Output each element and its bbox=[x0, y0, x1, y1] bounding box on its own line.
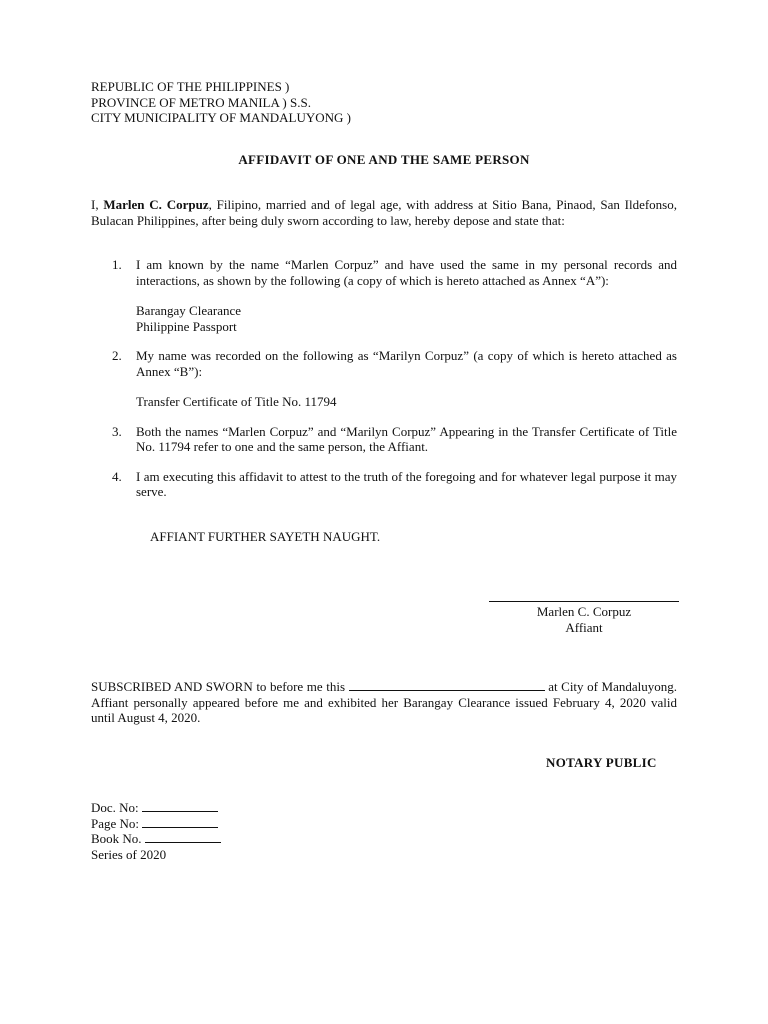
item-number: 1. bbox=[112, 257, 122, 272]
book-no-row bbox=[91, 831, 221, 847]
book-no-blank bbox=[145, 831, 221, 843]
item-text: My name was recorded on the following as “Marilyn Corpuz” (a copy of which is hereto attached as Annex “B”): bbox=[136, 348, 677, 379]
page-no-row bbox=[91, 816, 221, 832]
item-number: 2. bbox=[112, 348, 122, 363]
sub-item: Transfer Certificate of Title No. 11794 bbox=[136, 394, 337, 409]
item-text: I am executing this affidavit to attest to the truth of the foregoing and for whatever legal purpose it may serve. bbox=[136, 468, 677, 499]
doc-no-label: Doc. No: bbox=[91, 800, 142, 815]
item-number: 4. bbox=[112, 468, 122, 484]
item-sublist bbox=[136, 303, 677, 334]
signature-block bbox=[489, 604, 679, 635]
intro-prefix: I, bbox=[91, 197, 104, 212]
statement-list bbox=[91, 257, 677, 514]
list-item bbox=[91, 424, 677, 455]
item-text: Both the names “Marlen Corpuz” and “Marilyn Corpuz” Appearing in the Transfer Certificate of Title No. 11794 refer to one and the same person, the Affiant. bbox=[136, 423, 677, 454]
intro-text: , Filipino, married and of legal age, with address at Sitio Bana, Pinaod, San Ildefonso, Bulacan Philippines, after being duly sworn according to law, hereby depose and state that: bbox=[91, 197, 677, 228]
signature-line bbox=[489, 601, 679, 602]
venue-caption bbox=[91, 79, 351, 126]
further-statement: AFFIANT FURTHER SAYETH NAUGHT. bbox=[150, 529, 381, 544]
caption-province: PROVINCE OF METRO MANILA ) S.S. bbox=[91, 94, 311, 110]
date-blank-line bbox=[349, 679, 545, 691]
doc-no-row bbox=[91, 800, 221, 816]
book-no-label: Book No. bbox=[91, 831, 145, 846]
document-title: AFFIDAVIT OF ONE AND THE SAME PERSON bbox=[238, 152, 530, 167]
sub-item: Barangay Clearance bbox=[136, 303, 242, 318]
item-text: I am known by the name “Marlen Corpuz” and have used the same in my personal records and interactions, as shown by the following (a copy of which is hereto attached as Annex “A”): bbox=[136, 257, 677, 288]
doc-no-blank bbox=[142, 800, 218, 812]
item-sublist bbox=[136, 394, 677, 410]
notarial-register bbox=[91, 800, 221, 862]
signature-name: Marlen C. Corpuz bbox=[536, 604, 632, 619]
page-no-label: Page No: bbox=[91, 815, 143, 831]
item-number: 3. bbox=[112, 423, 122, 439]
list-item bbox=[91, 257, 677, 334]
jurat-after: at City of Mandaluyong. Affiant personally appeared before me and exhibited her Barangay Clearance issued February 4, 2020 valid until August 4, 2020. bbox=[91, 679, 677, 725]
signature-role: Affiant bbox=[565, 619, 603, 635]
caption-republic: REPUBLIC OF THE PHILIPPINES ) bbox=[91, 79, 290, 94]
series-row: Series of 2020 bbox=[91, 846, 167, 862]
list-item bbox=[91, 469, 677, 500]
caption-city: CITY MUNICIPALITY OF MANDALUYONG ) bbox=[91, 110, 351, 125]
page-no-blank bbox=[142, 816, 218, 828]
intro-paragraph bbox=[91, 197, 677, 228]
sub-item: Philippine Passport bbox=[136, 318, 237, 334]
list-item bbox=[91, 348, 677, 410]
affiant-name: Marlen C. Corpuz bbox=[103, 197, 209, 212]
jurat-before: SUBSCRIBED AND SWORN to before me this bbox=[91, 679, 349, 694]
notary-public-label: NOTARY PUBLIC bbox=[546, 755, 657, 770]
jurat-paragraph bbox=[91, 679, 677, 726]
